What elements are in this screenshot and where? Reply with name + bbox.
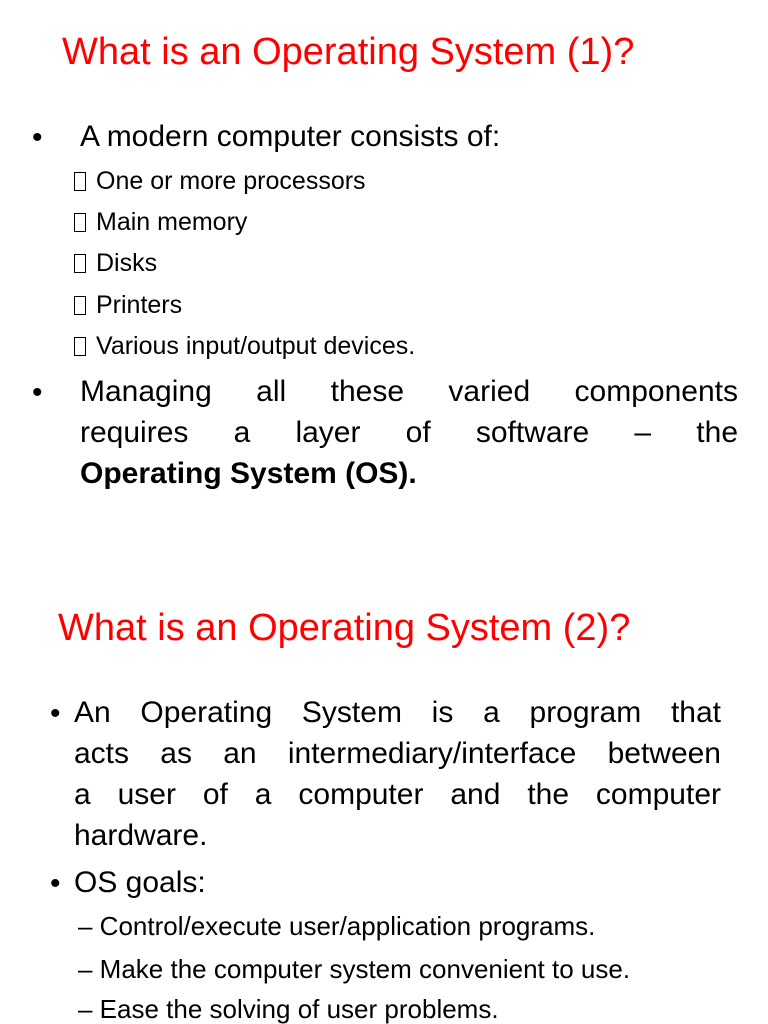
slide1-bullet1: A modern computer consists of: bbox=[80, 120, 501, 153]
slide2-bullet1-line3: a user of a computer and the computer bbox=[74, 778, 721, 811]
slide1-bullet2-line1: Managing all these varied components bbox=[80, 375, 738, 408]
slide1-bullet2-line2: requires a layer of software – the bbox=[80, 416, 738, 449]
checkbox-icon bbox=[74, 337, 86, 356]
checkbox-icon bbox=[74, 254, 86, 273]
slide2-bullet1-line2: acts as an intermediary/interface between bbox=[74, 737, 721, 770]
checkbox-icon bbox=[74, 172, 86, 191]
slide1-bullet2-bold: Operating System (OS). bbox=[80, 457, 417, 490]
bullet-marker: • bbox=[50, 867, 61, 900]
bullet-marker: • bbox=[32, 121, 43, 154]
checkbox-icon bbox=[74, 213, 86, 232]
sub-item: Various input/output devices. bbox=[74, 331, 415, 361]
sub-item: Main memory bbox=[74, 207, 247, 237]
sub-item: Disks bbox=[74, 248, 157, 278]
bullet-marker: • bbox=[32, 376, 43, 409]
sub-item: One or more processors bbox=[74, 166, 366, 196]
goal-item: – Ease the solving of user problems. bbox=[78, 994, 499, 1024]
sub-item: Printers bbox=[74, 290, 182, 320]
slide2-title: What is an Operating System (2)? bbox=[58, 607, 631, 649]
goal-item: – Make the computer system convenient to use. bbox=[78, 954, 631, 984]
slide1-title: What is an Operating System (1)? bbox=[62, 31, 635, 73]
checkbox-icon bbox=[74, 296, 86, 315]
slide2-bullet1-line4: hardware. bbox=[74, 819, 208, 852]
slide2-bullet2: OS goals: bbox=[74, 866, 206, 899]
bullet-marker: • bbox=[50, 697, 61, 730]
goal-item: – Control/execute user/application programs. bbox=[78, 911, 596, 941]
slide2-bullet1-line1: An Operating System is a program that bbox=[74, 696, 721, 729]
